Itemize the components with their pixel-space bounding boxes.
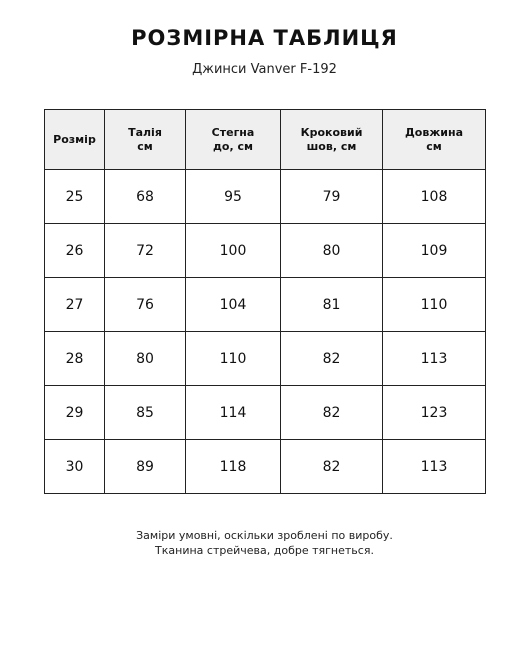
cell-hips: 104: [186, 278, 281, 332]
cell-length: 108: [383, 170, 486, 224]
cell-hips: 95: [186, 170, 281, 224]
cell-waist: 72: [105, 224, 186, 278]
note-line-measurements: Заміри умовні, оскільки зроблені по виробу.: [136, 529, 393, 542]
cell-inseam: 81: [281, 278, 383, 332]
cell-hips: 114: [186, 386, 281, 440]
cell-length: 109: [383, 224, 486, 278]
cell-length: 113: [383, 440, 486, 494]
table-header-row: [45, 110, 486, 170]
header-length: Довжина см: [383, 110, 486, 170]
cell-waist: 80: [105, 332, 186, 386]
cell-size: 27: [45, 278, 105, 332]
cell-length: 123: [383, 386, 486, 440]
cell-length: 113: [383, 332, 486, 386]
cell-inseam: 82: [281, 332, 383, 386]
cell-waist: 85: [105, 386, 186, 440]
table-row: [45, 332, 486, 386]
cell-size: 28: [45, 332, 105, 386]
cell-length: 110: [383, 278, 486, 332]
table-row: [45, 440, 486, 494]
table-row: [45, 386, 486, 440]
cell-size: 25: [45, 170, 105, 224]
cell-inseam: 79: [281, 170, 383, 224]
header-size: Розмір: [45, 110, 105, 170]
cell-inseam: 80: [281, 224, 383, 278]
cell-inseam: 82: [281, 386, 383, 440]
table-row: [45, 224, 486, 278]
note-line-fabric: Тканина стрейчева, добре тягнеться.: [155, 544, 374, 557]
measurement-note: [0, 528, 529, 558]
cell-hips: 110: [186, 332, 281, 386]
cell-size: 26: [45, 224, 105, 278]
cell-waist: 76: [105, 278, 186, 332]
header-hips: Стегна до, см: [186, 110, 281, 170]
cell-size: 29: [45, 386, 105, 440]
product-subtitle: Джинси Vanver F-192: [192, 62, 337, 77]
size-table: [44, 109, 486, 494]
header-waist: Талія см: [105, 110, 186, 170]
cell-hips: 100: [186, 224, 281, 278]
cell-waist: 89: [105, 440, 186, 494]
cell-waist: 68: [105, 170, 186, 224]
cell-hips: 118: [186, 440, 281, 494]
cell-size: 30: [45, 440, 105, 494]
table-row: [45, 170, 486, 224]
table-row: [45, 278, 486, 332]
page-title: РОЗМІРНА ТАБЛИЦЯ: [131, 26, 398, 50]
cell-inseam: 82: [281, 440, 383, 494]
header-inseam: Кроковий шов, см: [281, 110, 383, 170]
